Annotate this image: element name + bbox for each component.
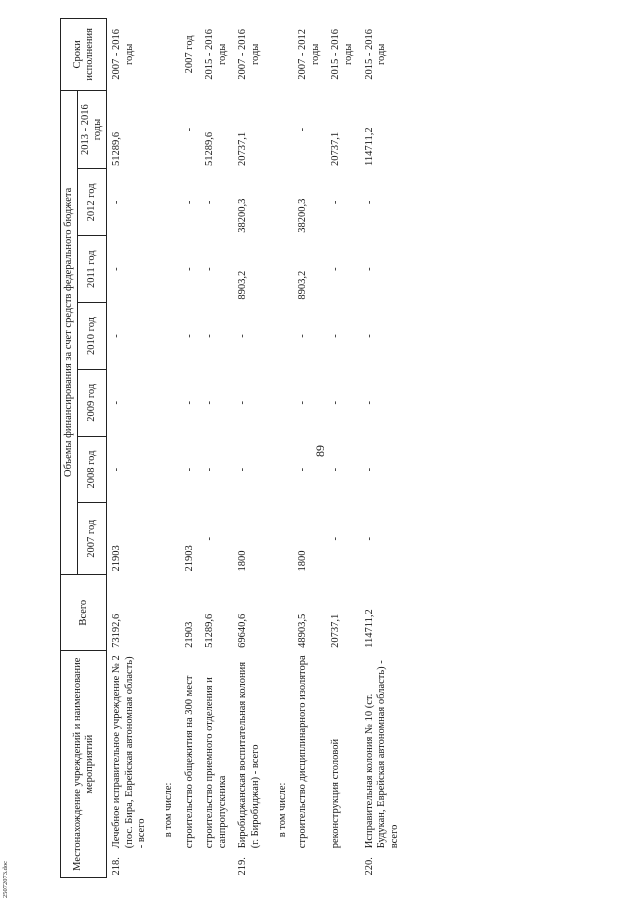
row-value: 51289,6 [204,131,216,166]
row-value: - [111,401,123,405]
header-terms: Сроки исполнения [61,19,107,91]
row-value: - [363,536,375,541]
row-value: - [204,536,216,541]
row-value: - [183,334,195,338]
row-total: 69640,6 [237,613,249,648]
row-value [267,303,294,370]
row-value: - [204,401,216,405]
row-value [153,503,180,575]
table-body [107,19,406,878]
header-funding: Объемы финансирования за счет средств федерального бюджета [61,90,78,574]
table-row [200,19,233,878]
row-value: - [330,267,342,271]
row-value: 21903 [183,545,195,572]
row-value: 114711,2 [363,127,375,166]
row-number [180,851,201,877]
row-number: 218. [111,857,123,876]
table-row [233,19,266,878]
table-row [326,19,359,878]
row-number [293,851,326,877]
row-value: - [111,200,123,205]
row-total: 48903,5 [297,613,309,648]
row-total: 51289,6 [204,613,216,648]
row-value: - [183,467,195,472]
row-number [326,851,359,877]
row-value: - [237,334,249,338]
row-term: 2007 - 2016 годы [237,28,261,80]
row-total [267,575,294,651]
row-value: 20737,1 [237,131,249,166]
table-row [180,19,201,878]
row-name: в том числе: [276,782,288,838]
header-year: 2007 год [78,503,107,575]
row-value [267,369,294,436]
row-value: - [330,401,342,405]
funding-table [60,18,405,878]
row-term [267,19,294,91]
row-value: - [330,334,342,338]
table-row [153,19,180,878]
header-year: 2009 год [78,369,107,436]
footer [2,846,14,898]
row-value: - [363,267,375,271]
row-value [267,169,294,236]
table-row [360,19,406,878]
row-value: - [204,200,216,205]
row-value: - [330,536,342,541]
row-value: 1800 [297,550,309,572]
footer-filename: 25072073.doc [2,860,9,898]
row-term [153,19,180,91]
row-term: 2007 - 2012 годы [297,28,321,80]
page-number: 89 [313,445,327,457]
row-value: - [204,467,216,472]
row-value: - [330,200,342,205]
row-value: - [363,334,375,338]
row-value: - [297,401,309,405]
row-value: - [363,467,375,472]
row-value: - [111,267,123,271]
row-value: - [297,334,309,338]
header-year: 2013 - 2016 годы [78,90,107,169]
table-row [267,19,294,878]
rotated-table-area [60,18,580,878]
row-value: 20737,1 [330,131,342,166]
row-value [153,169,180,236]
row-value: - [237,401,249,405]
row-value: - [183,401,195,405]
row-number [267,851,294,877]
table-row [293,19,326,878]
header-year: 2012 год [78,169,107,236]
row-name: Лечебное исправительное учреждение № 2 (пос. Бира, Еврейская автономная область) - всего [111,655,148,849]
row-value: - [111,334,123,338]
row-name: Исправительная колония № 10 (ст. Будукан, Еврейская автономная область) - всего [363,660,400,849]
header-total: Всего [61,575,107,651]
row-total: 20737,1 [330,613,342,648]
table-row [107,19,153,878]
row-value [267,503,294,575]
funding-table-container [60,18,580,878]
header-year: 2008 год [78,436,107,503]
row-term: 2007 - 2016 годы [111,28,135,80]
row-name: реконструкция столовой [330,738,342,849]
row-value [153,90,180,169]
row-value [153,369,180,436]
row-total: 21903 [183,621,195,648]
row-value: 21903 [111,545,123,572]
row-term: 2015 - 2016 годы [363,28,388,80]
row-value: 38200,3 [297,198,309,233]
row-term: 2007 год [183,35,195,74]
header-year: 2011 год [78,236,107,303]
row-value: 1800 [237,550,249,572]
row-value: - [183,200,195,205]
row-name: строительство общежития на 300 мест [183,675,195,849]
row-name: в том числе: [162,782,174,838]
row-value: - [183,127,195,132]
row-value: - [237,467,249,472]
row-value: - [363,401,375,405]
row-number [153,851,180,877]
header-year: 2010 год [78,303,107,370]
row-value: - [297,127,309,132]
row-value: - [363,200,375,205]
row-value: - [297,467,309,472]
row-value: - [204,267,216,271]
row-name: строительство дисциплинарного изолятора [297,655,309,849]
row-value [267,90,294,169]
row-value: - [330,467,342,472]
header-row-1 [61,19,78,878]
row-name: Биробиджанская воспитательная колония (г. Биробиджан) - всего [237,661,261,849]
row-total: 114711,2 [363,609,375,648]
row-value: - [183,267,195,271]
row-value [153,236,180,303]
row-value: - [204,334,216,338]
row-number: 219. [237,857,249,876]
row-total: 73192,6 [111,613,123,648]
row-value: - [111,467,123,472]
row-value: 38200,3 [237,198,249,233]
row-term: 2015 - 2016 годы [204,28,228,80]
row-value [267,436,294,503]
row-value [267,236,294,303]
row-value: 8903,2 [297,270,309,300]
row-term: 2015 - 2016 годы [330,28,354,80]
row-value [153,436,180,503]
row-number [200,851,233,877]
row-number: 220. [363,857,375,876]
row-name: строительство приемного отделения и санпропускника [204,677,228,849]
row-total [153,575,180,651]
row-value: 8903,2 [237,270,249,300]
row-value: 51289,6 [111,131,123,166]
row-value [153,303,180,370]
header-name: Местонахождение учреждений и наименование мероприятий [61,651,107,878]
